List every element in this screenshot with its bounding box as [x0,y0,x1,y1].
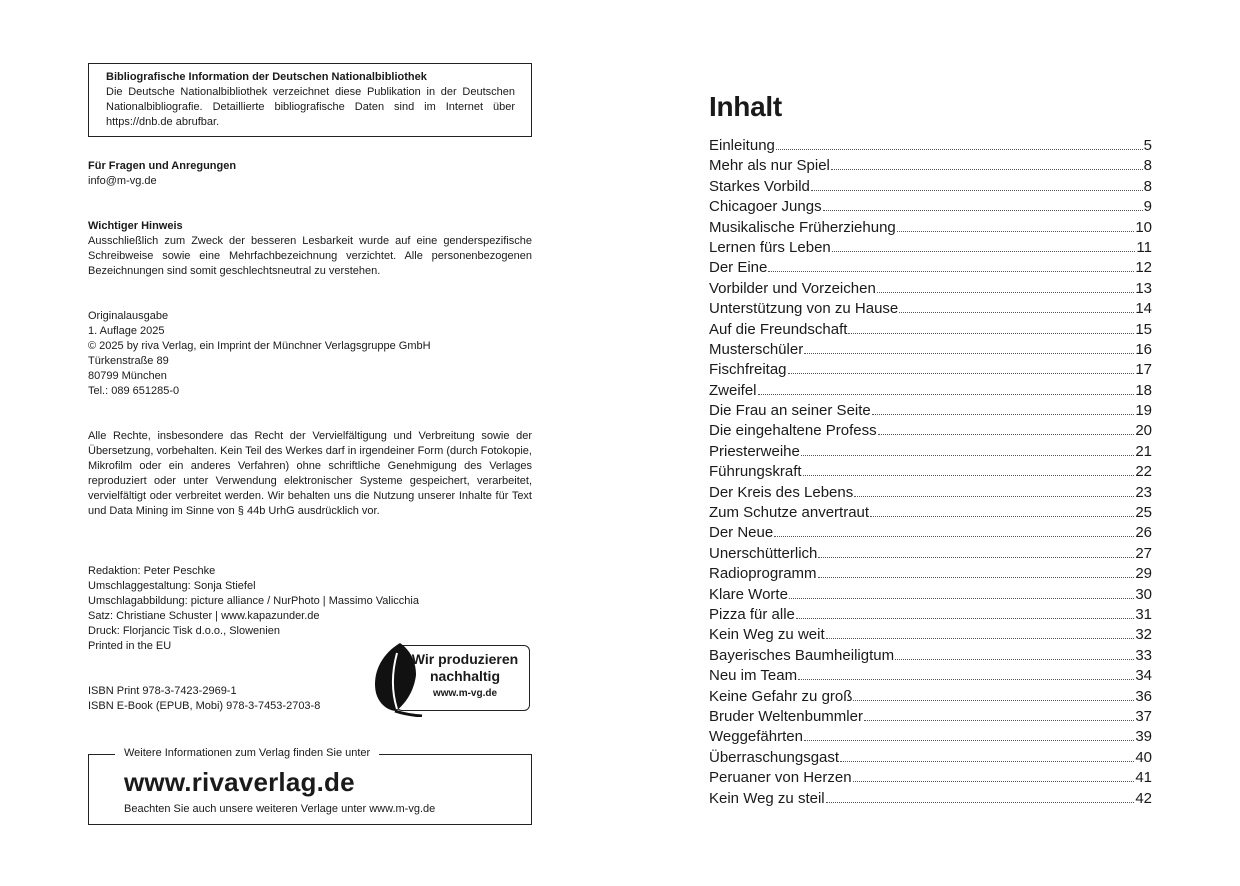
toc-leader-dots [803,475,1135,476]
toc-entry[interactable] [709,768,1152,788]
bibliographic-info-title: Bibliografische Information der Deutschen Nationalbibliothek [106,71,427,83]
toc-entry-title: Bayerisches Baumheiligtum [709,646,895,664]
toc-entry-page: 8 [1143,177,1152,195]
isbn-print: ISBN Print 978-3-7423-2969-1 [88,685,237,697]
toc-entry-page: 13 [1135,279,1152,297]
toc-entry-page: 22 [1135,463,1152,481]
toc-leader-dots [870,516,1134,517]
contact-email: info@m-vg.de [88,175,157,187]
toc-entry-title: Neu im Team [709,667,798,685]
toc-leader-dots [897,231,1135,232]
publisher-web-box [88,747,532,825]
publisher-web-label: Weitere Informationen zum Verlag finden Sie unter [115,746,379,761]
toc-entry-page: 15 [1135,320,1152,338]
toc-entry-page: 32 [1135,626,1152,644]
toc-leader-dots [826,638,1135,639]
toc-entry[interactable] [709,646,1152,666]
toc-entry-title: Unerschütterlich [709,544,818,562]
toc-entry-title: Starkes Vorbild [709,177,810,195]
edition-line: Tel.: 089 651285-0 [88,385,180,397]
toc-entry-page: 37 [1135,707,1152,725]
toc-entry-page: 17 [1135,361,1152,379]
toc-entry[interactable] [709,156,1152,176]
toc-entry-title: Die Frau an seiner Seite [709,402,871,420]
toc-entry[interactable] [709,279,1152,299]
toc-entry-title: Überraschungsgast [709,748,840,766]
toc-entry-title: Führungskraft [709,463,802,481]
toc-page [620,0,1240,886]
toc-entry-page: 12 [1135,259,1152,277]
toc-entry-title: Priesterweihe [709,442,800,460]
toc-leader-dots [818,577,1135,578]
rights-text: Alle Rechte, insbesondere das Recht der Vervielfältigung und Verbreitung sowie der Übersetzung, vorbehalten. Kein Teil des Werkes darf in irgendeiner Form (durch Fotokopie, Mikrofilm oder ein anderes Verfahren) ohne schriftliche Genehmigung des Verlages reproduziert oder unter Verwendung elektronischer Systeme gespeichert, verarbeitet, vervielfältigt oder verbreitet werden. Wir behalten uns die Nutzung unserer Inhalte für Text und Data Mining im Sinne von § 44b UrhG ausdrücklich vor. [88,430,532,517]
edition-line: Türkenstraße 89 [88,355,169,367]
notice-title: Wichtiger Hinweis [88,220,183,232]
toc-entry[interactable] [709,340,1152,360]
toc-leader-dots [826,802,1135,803]
toc-leader-dots [831,169,1143,170]
notice-text: Ausschließlich zum Zweck der besseren Lesbarkeit wurde auf eine genderspezifische Schreibweise sowie eine Mehrfachbezeichnung verzichtet. Alle personenbezogenen Bezeichnungen sind somit geschlechtsneutral zu verstehen. [88,235,532,277]
questions-block [88,159,532,189]
toc-entry[interactable] [709,748,1152,768]
toc-entry[interactable] [709,789,1152,809]
edition-block [88,309,532,399]
edition-line: 1. Auflage 2025 [88,325,165,337]
toc-entry-page: 40 [1135,748,1152,766]
toc-entry[interactable] [709,320,1152,340]
toc-entry-page: 42 [1135,789,1152,807]
toc-leader-dots [899,312,1134,313]
toc-entry-title: Der Neue [709,524,774,542]
toc-entry-page: 41 [1135,769,1152,787]
toc-leader-dots [804,740,1134,741]
toc-entry-title: Zum Schutze anvertraut [709,504,870,522]
toc-entry-page: 9 [1143,198,1152,216]
toc-entry[interactable] [709,360,1152,380]
toc-entry[interactable] [709,625,1152,645]
toc-entry[interactable] [709,483,1152,503]
toc-entry-page: 34 [1135,667,1152,685]
toc-leader-dots [796,618,1134,619]
toc-entry[interactable] [709,197,1152,217]
toc-entry-title: Lernen fürs Leben [709,238,831,256]
toc-entry-page: 36 [1135,687,1152,705]
toc-entry-title: Der Kreis des Lebens [709,483,854,501]
toc-entry[interactable] [709,136,1152,156]
toc-entry[interactable] [709,666,1152,686]
toc-leader-dots [878,434,1135,435]
toc-entry[interactable] [709,462,1152,482]
toc-entry-title: Unterstützung von zu Hause [709,300,899,318]
toc-entry-title: Der Eine [709,259,768,277]
toc-entry-page: 39 [1135,728,1152,746]
bibliographic-info-text: Die Deutsche Nationalbibliothek verzeichnet diese Publikation in der Deutschen Nationalbibliografie. Detaillierte bibliografische Daten sind im Internet über https://dnb.de abrufbar. [106,86,515,128]
toc-entry[interactable] [709,401,1152,421]
toc-entry-page: 30 [1135,585,1152,603]
toc-leader-dots [774,536,1134,537]
toc-entry-page: 14 [1135,300,1152,318]
toc-leader-dots [768,271,1134,272]
toc-entry[interactable] [709,177,1152,197]
isbn-block [88,684,358,714]
toc-entry-page: 27 [1135,544,1152,562]
toc-entry-page: 29 [1135,565,1152,583]
toc-entry-title: Weggefährten [709,728,803,746]
badge-line-2: nachhaltig [429,668,500,684]
toc-entry[interactable] [709,238,1152,258]
toc-entry[interactable] [709,544,1152,564]
toc-leader-dots [788,373,1135,374]
toc-entry-title: Die eingehaltene Profess [709,422,877,440]
toc-leader-dots [801,455,1134,456]
toc-entry-page: 16 [1135,340,1152,358]
toc-entry[interactable] [709,564,1152,584]
publisher-web-note: Beachten Sie auch unsere weiteren Verlage unter www.m-vg.de [124,803,436,815]
toc-entry-title: Vorbilder und Vorzeichen [709,279,876,297]
toc-entry[interactable] [709,442,1152,462]
toc-leader-dots [823,210,1143,211]
toc-leader-dots [832,251,1136,252]
toc-leader-dots [804,353,1134,354]
toc-leader-dots [758,394,1135,395]
toc-leader-dots [853,700,1134,701]
edition-line: Originalausgabe [88,310,169,322]
toc-leader-dots [895,659,1134,660]
toc-entry-title: Zweifel [709,381,757,399]
credit-line: Umschlaggestaltung: Sonja Stiefel [88,580,256,592]
toc-entry-page: 10 [1135,218,1152,236]
credit-line: Redaktion: Peter Peschke [88,565,216,577]
toc-list [709,136,1152,809]
toc-leader-dots [840,761,1134,762]
sustainability-badge [370,641,532,715]
toc-leader-dots [811,190,1143,191]
toc-entry[interactable] [709,727,1152,747]
toc-entry-page: 21 [1135,442,1152,460]
toc-entry-page: 31 [1135,605,1152,623]
badge-line-1: Wir produzieren [411,651,519,667]
publisher-website-link[interactable]: www.rivaverlag.de [124,767,355,797]
badge-url: www.m-vg.de [432,688,498,699]
toc-entry-title: Auf die Freundschaft [709,320,848,338]
toc-entry[interactable] [709,605,1152,625]
toc-entry-page: 19 [1135,402,1152,420]
toc-entry-title: Pizza für alle [709,605,795,623]
toc-entry-title: Chicagoer Jungs [709,198,822,216]
toc-entry-page: 33 [1135,646,1152,664]
toc-entry[interactable] [709,218,1152,238]
toc-entry-title: Fischfreitag [709,361,787,379]
edition-line: 80799 München [88,370,167,382]
toc-entry-title: Klare Worte [709,585,788,603]
toc-entry-title: Kein Weg zu steil [709,789,825,807]
toc-leader-dots [877,292,1135,293]
toc-entry-title: Musterschüler [709,340,804,358]
toc-leader-dots [853,781,1135,782]
rights-block [88,429,532,519]
edition-line: © 2025 by riva Verlag, ein Imprint der Münchner Verlagsgruppe GmbH [88,340,431,352]
toc-entry-title: Musikalische Früherziehung [709,218,896,236]
toc-leader-dots [864,720,1134,721]
toc-entry[interactable] [709,523,1152,543]
credits-block [88,564,419,654]
toc-entry[interactable] [709,707,1152,727]
toc-leader-dots [789,598,1134,599]
questions-title: Für Fragen und Anregungen [88,160,237,172]
toc-entry-title: Bruder Weltenbummler [709,707,863,725]
badge-text [400,651,530,701]
toc-entry-page: 8 [1143,157,1152,175]
toc-entry[interactable] [709,503,1152,523]
toc-entry-title: Einleitung [709,137,775,154]
toc-leader-dots [854,496,1134,497]
toc-entry-title: Radioprogramm [709,565,817,583]
toc-entry-page: 20 [1135,422,1152,440]
toc-entry[interactable] [709,585,1152,605]
toc-entry[interactable] [709,258,1152,278]
credit-line: Printed in the EU [88,640,172,652]
toc-entry-title: Mehr als nur Spiel [709,157,830,175]
isbn-ebook: ISBN E-Book (EPUB, Mobi) 978-3-7453-2703-8 [88,700,321,712]
toc-title: Inhalt [709,91,782,122]
notice-block [88,219,532,279]
toc-leader-dots [818,557,1134,558]
bibliographic-info-box [88,63,532,137]
toc-entry[interactable] [709,299,1152,319]
toc-leader-dots [872,414,1135,415]
toc-entry-title: Kein Weg zu weit [709,626,825,644]
credit-line: Satz: Christiane Schuster | www.kapazunder.de [88,610,320,622]
toc-entry[interactable] [709,687,1152,707]
toc-entry-page: 25 [1135,504,1152,522]
toc-entry-page: 26 [1135,524,1152,542]
toc-entry-page: 18 [1135,381,1152,399]
credit-line: Druck: Florjancic Tisk d.o.o., Slowenien [88,625,280,637]
toc-leader-dots [848,333,1134,334]
credit-line: Umschlagabbildung: picture alliance / NurPhoto | Massimo Valicchia [88,595,419,607]
toc-entry-page: 11 [1136,238,1152,256]
toc-entry-title: Keine Gefahr zu groß [709,687,853,705]
toc-entry[interactable] [709,421,1152,441]
toc-entry-page: 23 [1135,483,1152,501]
toc-entry-page: 5 [1143,137,1152,154]
toc-leader-dots [776,149,1143,150]
toc-entry-title: Peruaner von Herzen [709,769,852,787]
toc-leader-dots [798,679,1134,680]
toc-entry[interactable] [709,381,1152,401]
